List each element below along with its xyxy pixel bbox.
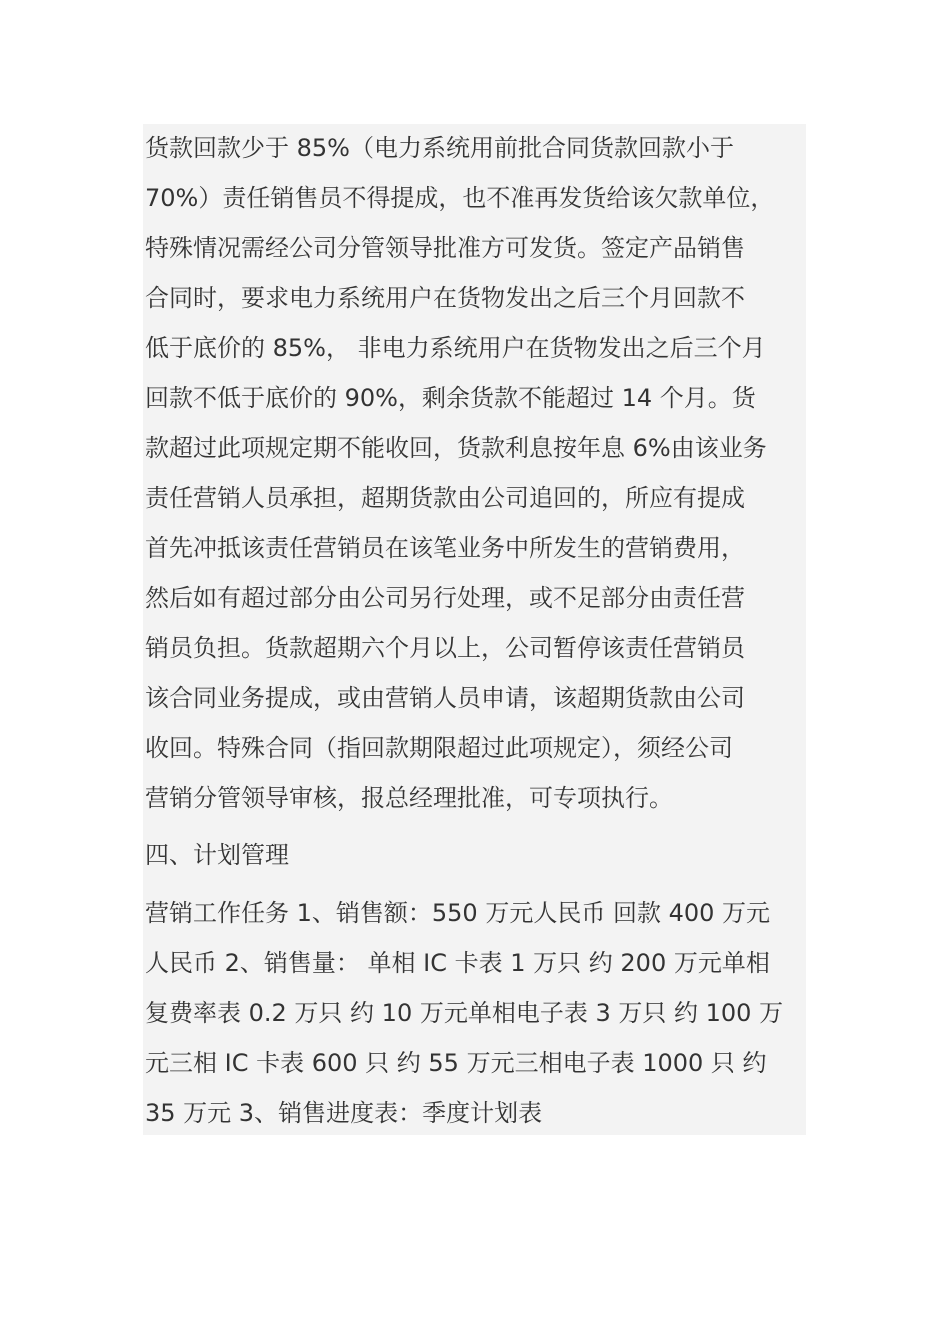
text-line: 营销分管领导审核，报总经理批准，可专项执行。 xyxy=(145,784,673,812)
section-heading: 四、计划管理 xyxy=(145,841,289,869)
text-line: 35 万元 3、销售进度表：季度计划表 xyxy=(145,1099,543,1127)
text-line: 责任营销人员承担，超期货款由公司追回的，所应有提成 xyxy=(145,484,745,512)
text-line: 回款不低于底价的 90%，剩余货款不能超过 14 个月。货 xyxy=(145,384,756,412)
text-line: 70%）责任销售员不得提成，也不准再发货给该欠款单位， xyxy=(145,184,775,212)
text-line: 然后如有超过部分由公司另行处理，或不足部分由责任营 xyxy=(145,584,745,612)
text-line: 款超过此项规定期不能收回，货款利息按年息 6%由该业务 xyxy=(145,434,767,462)
text-line: 人民币 2、销售量： 单相 IC 卡表 1 万只 约 200 万元单相 xyxy=(145,949,770,977)
text-line: 特殊情况需经公司分管领导批准方可发货。签定产品销售 xyxy=(145,234,745,262)
text-line: 合同时，要求电力系统用户在货物发出之后三个月回款不 xyxy=(145,284,745,312)
text-line: 该合同业务提成，或由营销人员申请，该超期货款由公司 xyxy=(145,684,745,712)
text-line: 销员负担。货款超期六个月以上，公司暂停该责任营销员 xyxy=(145,634,745,662)
document-text-block xyxy=(143,124,806,1135)
text-line: 货款回款少于 85%（电力系统用前批合同货款回款小于 xyxy=(145,134,734,162)
text-line: 低于底价的 85%， 非电力系统用户在货物发出之后三个月 xyxy=(145,334,766,362)
text-line: 复费率表 0.2 万只 约 10 万元单相电子表 3 万只 约 100 万 xyxy=(145,999,784,1027)
text-line: 营销工作任务 1、销售额：550 万元人民币 回款 400 万元 xyxy=(145,899,771,927)
text-line: 收回。特殊合同（指回款期限超过此项规定），须经公司 xyxy=(145,734,733,762)
text-line: 元三相 IC 卡表 600 只 约 55 万元三相电子表 1000 只 约 xyxy=(145,1049,767,1077)
text-line: 首先冲抵该责任营销员在该笔业务中所发生的营销费用， xyxy=(145,534,745,562)
